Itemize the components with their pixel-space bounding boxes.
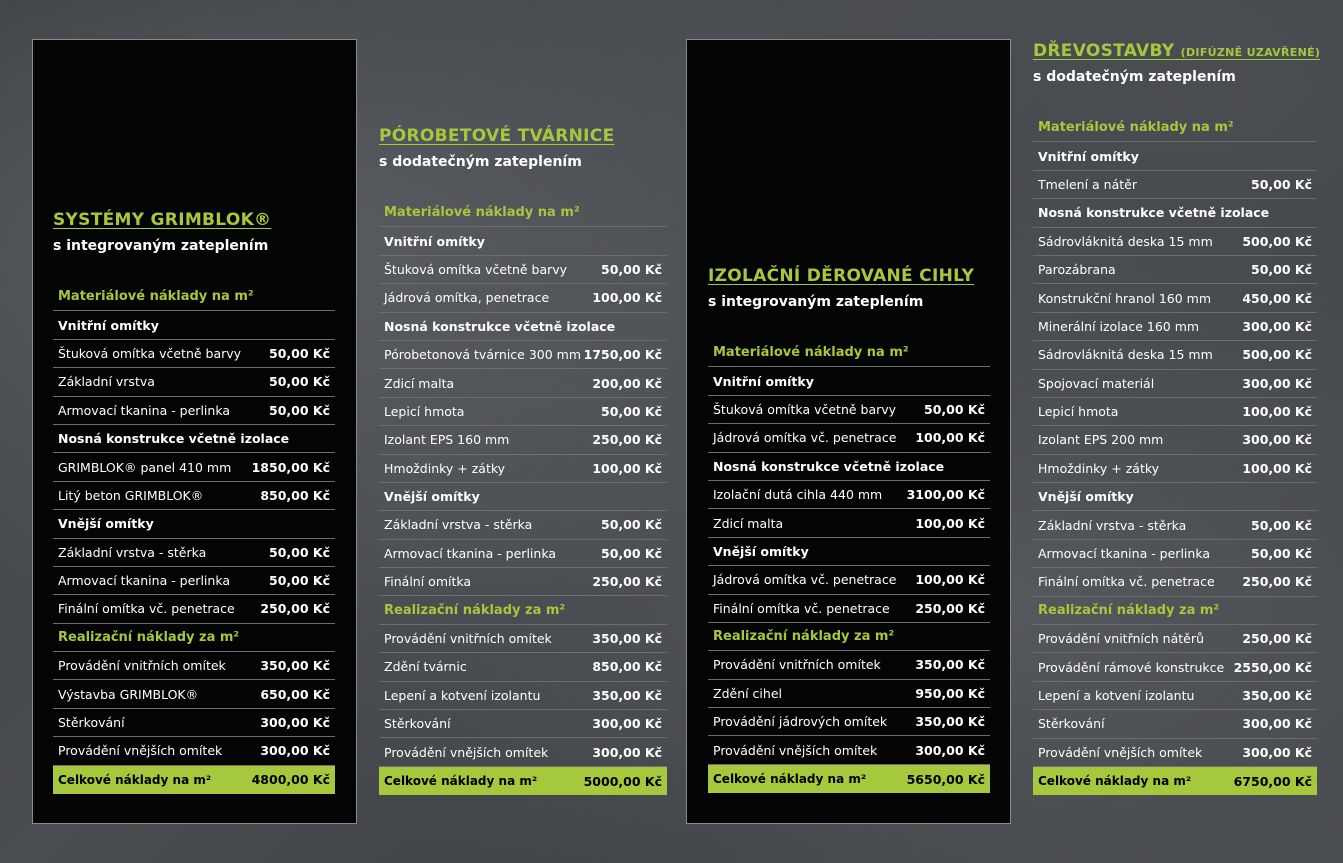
row-value: 5650,00 Kč [906, 771, 985, 787]
section-header [1033, 483, 1317, 511]
row-label: Štuková omítka včetně barvy [384, 261, 568, 277]
column-subtitle: s integrovaným zateplením [53, 238, 269, 254]
row-value: 250,00 Kč [1242, 574, 1312, 590]
row-label: Vnější omítky [1038, 489, 1134, 505]
row-label: Základní vrstva - stěrka [58, 544, 207, 560]
cost-row [1033, 540, 1317, 568]
cost-row [708, 736, 990, 764]
row-label: Lepicí hmota [384, 403, 465, 419]
column-title [1033, 41, 1321, 61]
row-value: 50,00 Kč [269, 573, 330, 589]
row-label: Vnitřní omítky [58, 317, 159, 333]
row-label: Zdicí malta [384, 375, 455, 391]
cost-row [379, 682, 667, 710]
cost-row [1033, 511, 1317, 539]
row-value: 1750,00 Kč [583, 347, 662, 363]
cost-row [379, 369, 667, 397]
row-label: Izolant EPS 200 mm [1038, 432, 1164, 448]
cost-row [379, 653, 667, 681]
cost-row [379, 540, 667, 568]
row-label: Štuková omítka včetně barvy [58, 345, 242, 361]
row-label: Finální omítka vč. penetrace [713, 600, 890, 616]
cost-row [379, 568, 667, 596]
row-label: Jádrová omítka vč. penetrace [713, 430, 897, 446]
row-value: 100,00 Kč [1242, 404, 1312, 420]
column-subtitle: s dodatečným zateplením [1033, 69, 1236, 85]
row-label: Zdění cihel [713, 685, 782, 701]
row-label: GRIMBLOK® panel 410 mm [58, 459, 232, 475]
cost-row [53, 453, 335, 481]
cost-row [53, 397, 335, 425]
row-label: Provádění vnějších omítek [58, 743, 223, 759]
row-value: 350,00 Kč [260, 658, 330, 674]
row-label: Vnitřní omítky [1038, 148, 1139, 164]
section-header [379, 483, 667, 511]
cost-row [53, 709, 335, 737]
cost-row [1033, 341, 1317, 369]
row-label: Celkové náklady na m² [713, 772, 867, 787]
cost-row [1033, 625, 1317, 653]
row-label: Izolant EPS 160 mm [384, 432, 510, 448]
column-title-note: (DIFÚZNĚ UZAVŘENÉ) [1180, 46, 1321, 59]
row-value: 50,00 Kč [1251, 546, 1312, 562]
row-value: 450,00 Kč [1242, 290, 1312, 306]
row-label: Armovací tkanina - perlinka [58, 573, 230, 589]
row-label: Provádění vnitřních omítek [713, 657, 881, 673]
cost-row [708, 566, 990, 594]
row-value: 50,00 Kč [269, 402, 330, 418]
row-value: 250,00 Kč [915, 600, 985, 616]
row-label: Celkové náklady na m² [1038, 774, 1192, 789]
row-label: Celkové náklady na m² [384, 774, 538, 788]
row-label: Celkové náklady na m² [58, 772, 212, 787]
row-label: Stěrkování [58, 715, 125, 731]
total-row [708, 765, 990, 793]
row-value: 350,00 Kč [915, 657, 985, 673]
row-value: 850,00 Kč [260, 487, 330, 503]
cost-row [1033, 682, 1317, 710]
row-label: Nosná konstrukce včetně izolace [1038, 205, 1270, 221]
cost-row [379, 256, 667, 284]
cost-row [1033, 398, 1317, 426]
row-label: Hmoždinky + zátky [1038, 460, 1160, 476]
total-row [379, 767, 667, 795]
row-value: 250,00 Kč [1242, 631, 1312, 647]
cost-row [53, 595, 335, 623]
section-header [53, 510, 335, 538]
row-value: 350,00 Kč [592, 631, 662, 647]
row-label: Armovací tkanina - perlinka [384, 545, 556, 561]
cost-row [379, 710, 667, 738]
row-label: Provádění vnějších omítek [713, 742, 878, 758]
row-value: 3100,00 Kč [906, 487, 985, 503]
column-title: PÓROBETOVÉ TVÁRNICE [379, 126, 615, 146]
row-label: Stěrkování [384, 716, 451, 732]
row-label: Armovací tkanina - perlinka [1038, 546, 1210, 562]
section-header [379, 199, 667, 227]
row-label: Realizační náklady za m² [58, 629, 240, 645]
row-value: 50,00 Kč [601, 261, 662, 277]
row-value: 100,00 Kč [915, 430, 985, 446]
row-value: 50,00 Kč [1251, 262, 1312, 278]
row-value: 300,00 Kč [1242, 744, 1312, 760]
row-value: 300,00 Kč [915, 742, 985, 758]
row-label: Stěrkování [1038, 716, 1105, 732]
row-value: 4800,00 Kč [251, 772, 330, 788]
cost-row [1033, 653, 1317, 681]
row-value: 100,00 Kč [915, 515, 985, 531]
row-label: Izolační dutá cihla 440 mm [713, 487, 883, 503]
row-value: 1850,00 Kč [251, 459, 330, 475]
cost-row [379, 625, 667, 653]
row-label: Litý beton GRIMBLOK® [58, 487, 204, 503]
row-label: Konstrukční hranol 160 mm [1038, 290, 1212, 306]
row-label: Armovací tkanina - perlinka [58, 402, 230, 418]
row-label: Realizační náklady za m² [384, 602, 566, 618]
section-header [379, 596, 667, 624]
row-label: Provádění vnějších omítek [384, 744, 549, 760]
cost-row [379, 738, 667, 766]
cost-row [1033, 256, 1317, 284]
cost-row [1033, 710, 1317, 738]
cost-row [53, 539, 335, 567]
cost-row [53, 567, 335, 595]
section-header [1033, 597, 1317, 625]
cost-table [1033, 114, 1317, 795]
row-value: 50,00 Kč [1251, 176, 1312, 192]
cost-row [379, 398, 667, 426]
cost-table [708, 339, 990, 793]
cost-row [53, 737, 335, 765]
column-title-main: DŘEVOSTAVBY [1033, 41, 1175, 61]
row-label: Hmoždinky + zátky [384, 460, 506, 476]
column-grimblok [53, 210, 335, 794]
cost-row [708, 424, 990, 452]
cost-row [708, 680, 990, 708]
cost-row [1033, 455, 1317, 483]
cost-row [708, 396, 990, 424]
row-label: Jádrová omítka, penetrace [384, 290, 550, 306]
row-label: Nosná konstrukce včetně izolace [384, 318, 616, 334]
section-header [1033, 199, 1317, 227]
row-label: Provádění vnitřních omítek [384, 631, 552, 647]
row-value: 300,00 Kč [260, 715, 330, 731]
row-label: Provádění jádrových omítek [713, 714, 888, 730]
row-value: 250,00 Kč [592, 574, 662, 590]
row-label: Vnější omítky [58, 516, 154, 532]
section-header [379, 313, 667, 341]
cost-row [379, 426, 667, 454]
column-title: IZOLAČNÍ DĚROVANÉ CIHLY [708, 266, 975, 286]
row-value: 350,00 Kč [915, 714, 985, 730]
row-value: 650,00 Kč [260, 686, 330, 702]
row-value: 50,00 Kč [601, 517, 662, 533]
row-value: 500,00 Kč [1242, 347, 1312, 363]
row-label: Spojovací materiál [1038, 375, 1155, 391]
section-header [708, 538, 990, 566]
row-label: Provádění vnitřních nátěrů [1038, 631, 1204, 647]
row-label: Pórobetonová tvárnice 300 mm [384, 347, 582, 363]
row-label: Sádrovláknitá deska 15 mm [1038, 347, 1213, 363]
row-label: Vnější omítky [713, 543, 809, 559]
row-value: 950,00 Kč [915, 685, 985, 701]
row-label: Finální omítka [384, 574, 472, 590]
cost-row [379, 511, 667, 539]
cost-row [1033, 370, 1317, 398]
row-label: Základní vrstva - stěrka [1038, 517, 1187, 533]
row-value: 50,00 Kč [269, 544, 330, 560]
section-header [379, 227, 667, 255]
section-header [708, 453, 990, 481]
row-label: Nosná konstrukce včetně izolace [713, 458, 945, 474]
row-value: 250,00 Kč [260, 601, 330, 617]
cost-row [1033, 568, 1317, 596]
row-label: Sádrovláknitá deska 15 mm [1038, 233, 1213, 249]
row-label: Realizační náklady za m² [1038, 602, 1220, 618]
cost-row [379, 284, 667, 312]
row-label: Vnější omítky [384, 489, 480, 505]
row-label: Materiálové náklady na m² [384, 205, 580, 221]
row-value: 300,00 Kč [1242, 318, 1312, 334]
row-label: Štuková omítka včetně barvy [713, 401, 897, 417]
row-label: Vnitřní omítky [713, 373, 814, 389]
cost-row [379, 341, 667, 369]
column-subtitle: s dodatečným zateplením [379, 154, 582, 170]
row-label: Finální omítka vč. penetrace [1038, 574, 1215, 590]
row-label: Základní vrstva [58, 374, 155, 390]
row-label: Tmelení a nátěr [1038, 176, 1137, 192]
column-subtitle: s integrovaným zateplením [708, 294, 924, 310]
row-label: Jádrová omítka vč. penetrace [713, 572, 897, 588]
cost-row [53, 340, 335, 368]
section-header [708, 367, 990, 395]
section-header [1033, 114, 1317, 142]
row-value: 50,00 Kč [601, 545, 662, 561]
section-header [708, 623, 990, 651]
row-value: 300,00 Kč [1242, 375, 1312, 391]
row-value: 250,00 Kč [592, 432, 662, 448]
section-header [53, 283, 335, 311]
cost-row [708, 481, 990, 509]
row-label: Výstavba GRIMBLOK® [58, 686, 199, 702]
row-label: Materiálové náklady na m² [58, 289, 254, 305]
row-label: Parozábrana [1038, 262, 1116, 278]
cost-table [379, 199, 667, 795]
total-row [53, 766, 335, 794]
row-value: 2550,00 Kč [1233, 659, 1312, 675]
column-title: SYSTÉMY GRIMBLOK® [53, 210, 272, 230]
cost-table [53, 283, 335, 794]
row-value: 100,00 Kč [915, 572, 985, 588]
cost-row [53, 652, 335, 680]
row-label: Provádění vnějších omítek [1038, 744, 1203, 760]
row-value: 50,00 Kč [601, 403, 662, 419]
cost-row [1033, 284, 1317, 312]
row-value: 100,00 Kč [592, 460, 662, 476]
section-header [53, 624, 335, 652]
row-value: 50,00 Kč [269, 374, 330, 390]
column-izolacni-cihly [708, 266, 990, 793]
row-value: 50,00 Kč [269, 345, 330, 361]
row-value: 850,00 Kč [592, 659, 662, 675]
row-label: Zdění tvárnic [384, 659, 467, 675]
row-label: Lepicí hmota [1038, 404, 1119, 420]
cost-row [1033, 171, 1317, 199]
row-value: 500,00 Kč [1242, 233, 1312, 249]
row-label: Finální omítka vč. penetrace [58, 601, 235, 617]
row-label: Materiálové náklady na m² [713, 345, 909, 361]
section-header [1033, 142, 1317, 170]
row-value: 300,00 Kč [592, 744, 662, 760]
section-header [53, 311, 335, 339]
row-value: 350,00 Kč [1242, 688, 1312, 703]
row-value: 50,00 Kč [1251, 517, 1312, 533]
section-header [53, 425, 335, 453]
row-value: 350,00 Kč [592, 687, 662, 703]
cost-row [53, 368, 335, 396]
row-label: Nosná konstrukce včetně izolace [58, 431, 290, 447]
row-label: Minerální izolace 160 mm [1038, 318, 1200, 334]
total-row [1033, 767, 1317, 795]
column-porobeton [379, 126, 667, 795]
row-value: 300,00 Kč [1242, 432, 1312, 448]
row-value: 300,00 Kč [260, 743, 330, 759]
cost-row [1033, 228, 1317, 256]
section-header [708, 339, 990, 367]
cost-row [708, 708, 990, 736]
cost-row [53, 680, 335, 708]
row-label: Základní vrstva - stěrka [384, 517, 533, 533]
row-value: 300,00 Kč [1242, 716, 1312, 732]
cost-row [708, 509, 990, 537]
cost-row [708, 595, 990, 623]
cost-row [379, 455, 667, 483]
cost-row [708, 651, 990, 679]
row-value: 5000,00 Kč [583, 773, 662, 789]
row-value: 200,00 Kč [592, 375, 662, 391]
row-label: Vnitřní omítky [384, 233, 485, 249]
cost-row [53, 482, 335, 510]
row-value: 300,00 Kč [592, 716, 662, 732]
row-value: 6750,00 Kč [1233, 773, 1312, 789]
row-label: Lepení a kotvení izolantu [1038, 688, 1195, 703]
row-label: Materiálové náklady na m² [1038, 120, 1234, 136]
row-label: Provádění rámové konstrukce [1038, 659, 1225, 675]
cost-row [1033, 313, 1317, 341]
cost-row [1033, 426, 1317, 454]
row-label: Zdicí malta [713, 515, 784, 531]
cost-row [1033, 739, 1317, 767]
row-value: 50,00 Kč [924, 401, 985, 417]
column-drevostavby [1033, 41, 1321, 795]
row-label: Realizační náklady za m² [713, 629, 895, 645]
row-label: Lepení a kotvení izolantu [384, 687, 541, 703]
row-label: Provádění vnitřních omítek [58, 658, 226, 674]
row-value: 100,00 Kč [1242, 460, 1312, 476]
row-value: 100,00 Kč [592, 290, 662, 306]
